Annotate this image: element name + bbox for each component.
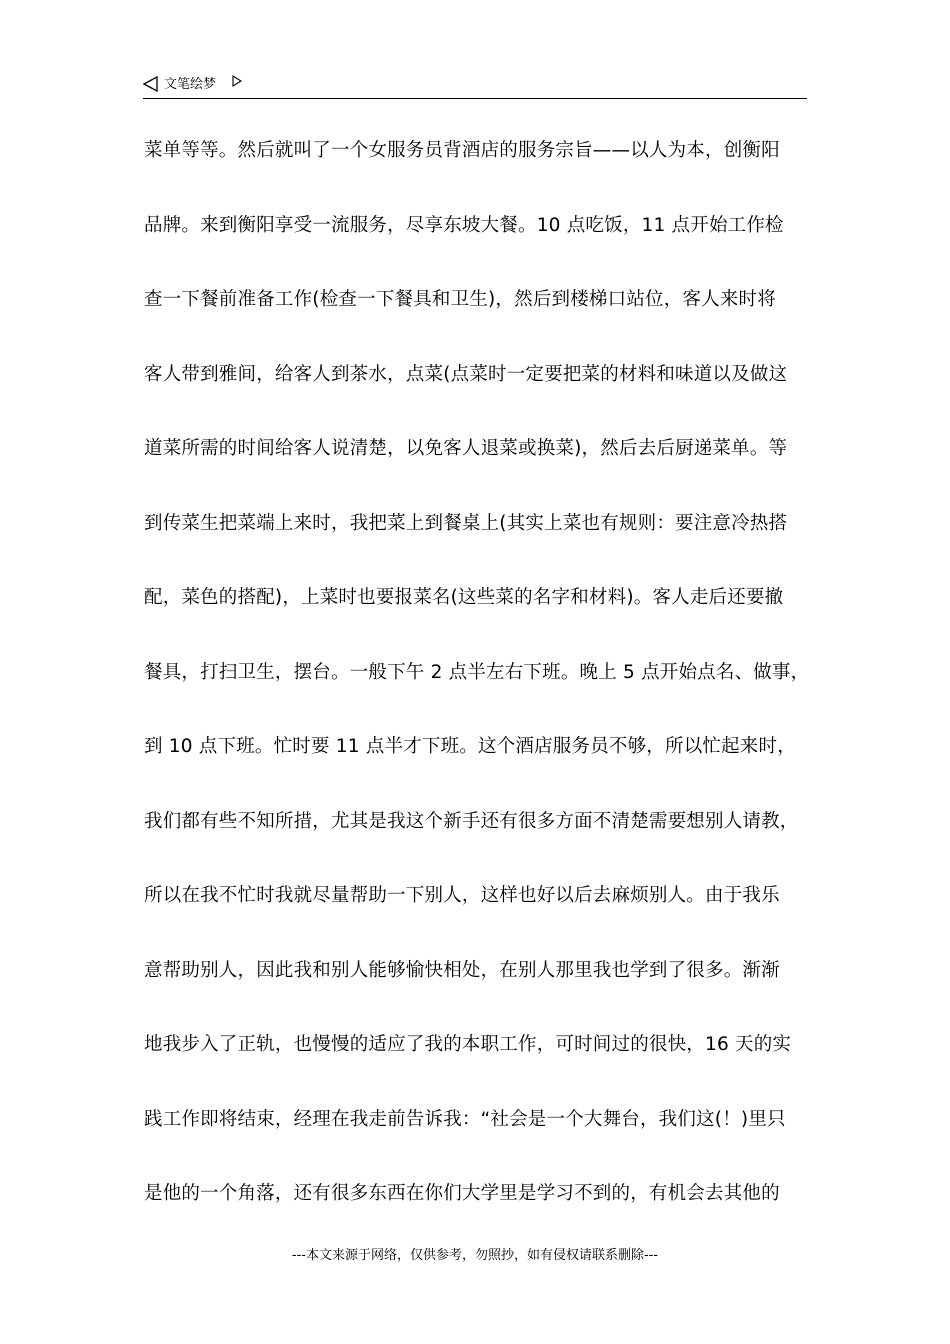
body-line: 客人带到雅间，给客人到茶水，点菜(点菜时一定要把菜的材料和味道以及做这 (144, 363, 788, 385)
triangle-right-icon (232, 75, 242, 87)
body-line: 所以在我不忙时我就尽量帮助一下别人，这样也好以后去麻烦别人。由于我乐 (144, 885, 780, 906)
body-line: 到传菜生把菜端上来时，我把菜上到餐桌上(其实上菜也有规则：要注意冷热搭 (144, 512, 788, 534)
triangle-left-icon (143, 76, 159, 92)
body-line: 意帮助别人，因此我和别人能够愉快相处，在别人那里我也学到了很多。渐渐 (144, 959, 780, 981)
header-brand: 文笔绘梦 (164, 77, 217, 92)
body-line: 菜单等等。然后就叫了一个女服务员背酒店的服务宗旨——以人为本，创衡阳 (144, 140, 780, 161)
body-line: 品牌。来到衡阳享受一流服务，尽享东坡大餐。10 点吃饭，11 点开始工作检 (144, 214, 784, 236)
body-line: 地我步入了正轨，也慢慢的适应了我的本职工作，可时间过的很快，16 天的实 (144, 1034, 792, 1055)
body-line: 餐具，打扫卫生，摆台。一般下午 2 点半左右下班。晚上 5 点开始点名、做事， (144, 661, 810, 683)
body-line: 道菜所需的时间给客人说清楚，以免客人退菜或换菜)，然后去后厨递菜单。等 (144, 438, 788, 459)
body-line: 是他的一个角落，还有很多东西在你们大学里是学习不到的，有机会去其他的 (144, 1183, 780, 1204)
body-line: 到 10 点下班。忙时要 11 点半才下班。这个酒店服务员不够，所以忙起来时， (144, 736, 796, 757)
body-line: 我们都有些不知所措，尤其是我这个新手还有很多方面不清楚需要想别人请教， (144, 810, 799, 832)
page-footer-disclaimer: ---本文来源于网络，仅供参考，勿照抄，如有侵权请联系删除--- (291, 1248, 659, 1263)
body-line: 践工作即将结束，经理在我走前告诉我：“社会是一个大舞台，我们这(！)里只 (144, 1108, 786, 1130)
document-body (144, 137, 834, 1255)
body-line: 查一下餐前准备工作(检查一下餐具和卫生)，然后到楼梯口站位，客人来时将 (144, 289, 776, 310)
body-line: 配，菜色的搭配)，上菜时也要报菜名(这些菜的名字和材料)。客人走后还要撤 (144, 587, 784, 608)
page-header (143, 72, 807, 99)
